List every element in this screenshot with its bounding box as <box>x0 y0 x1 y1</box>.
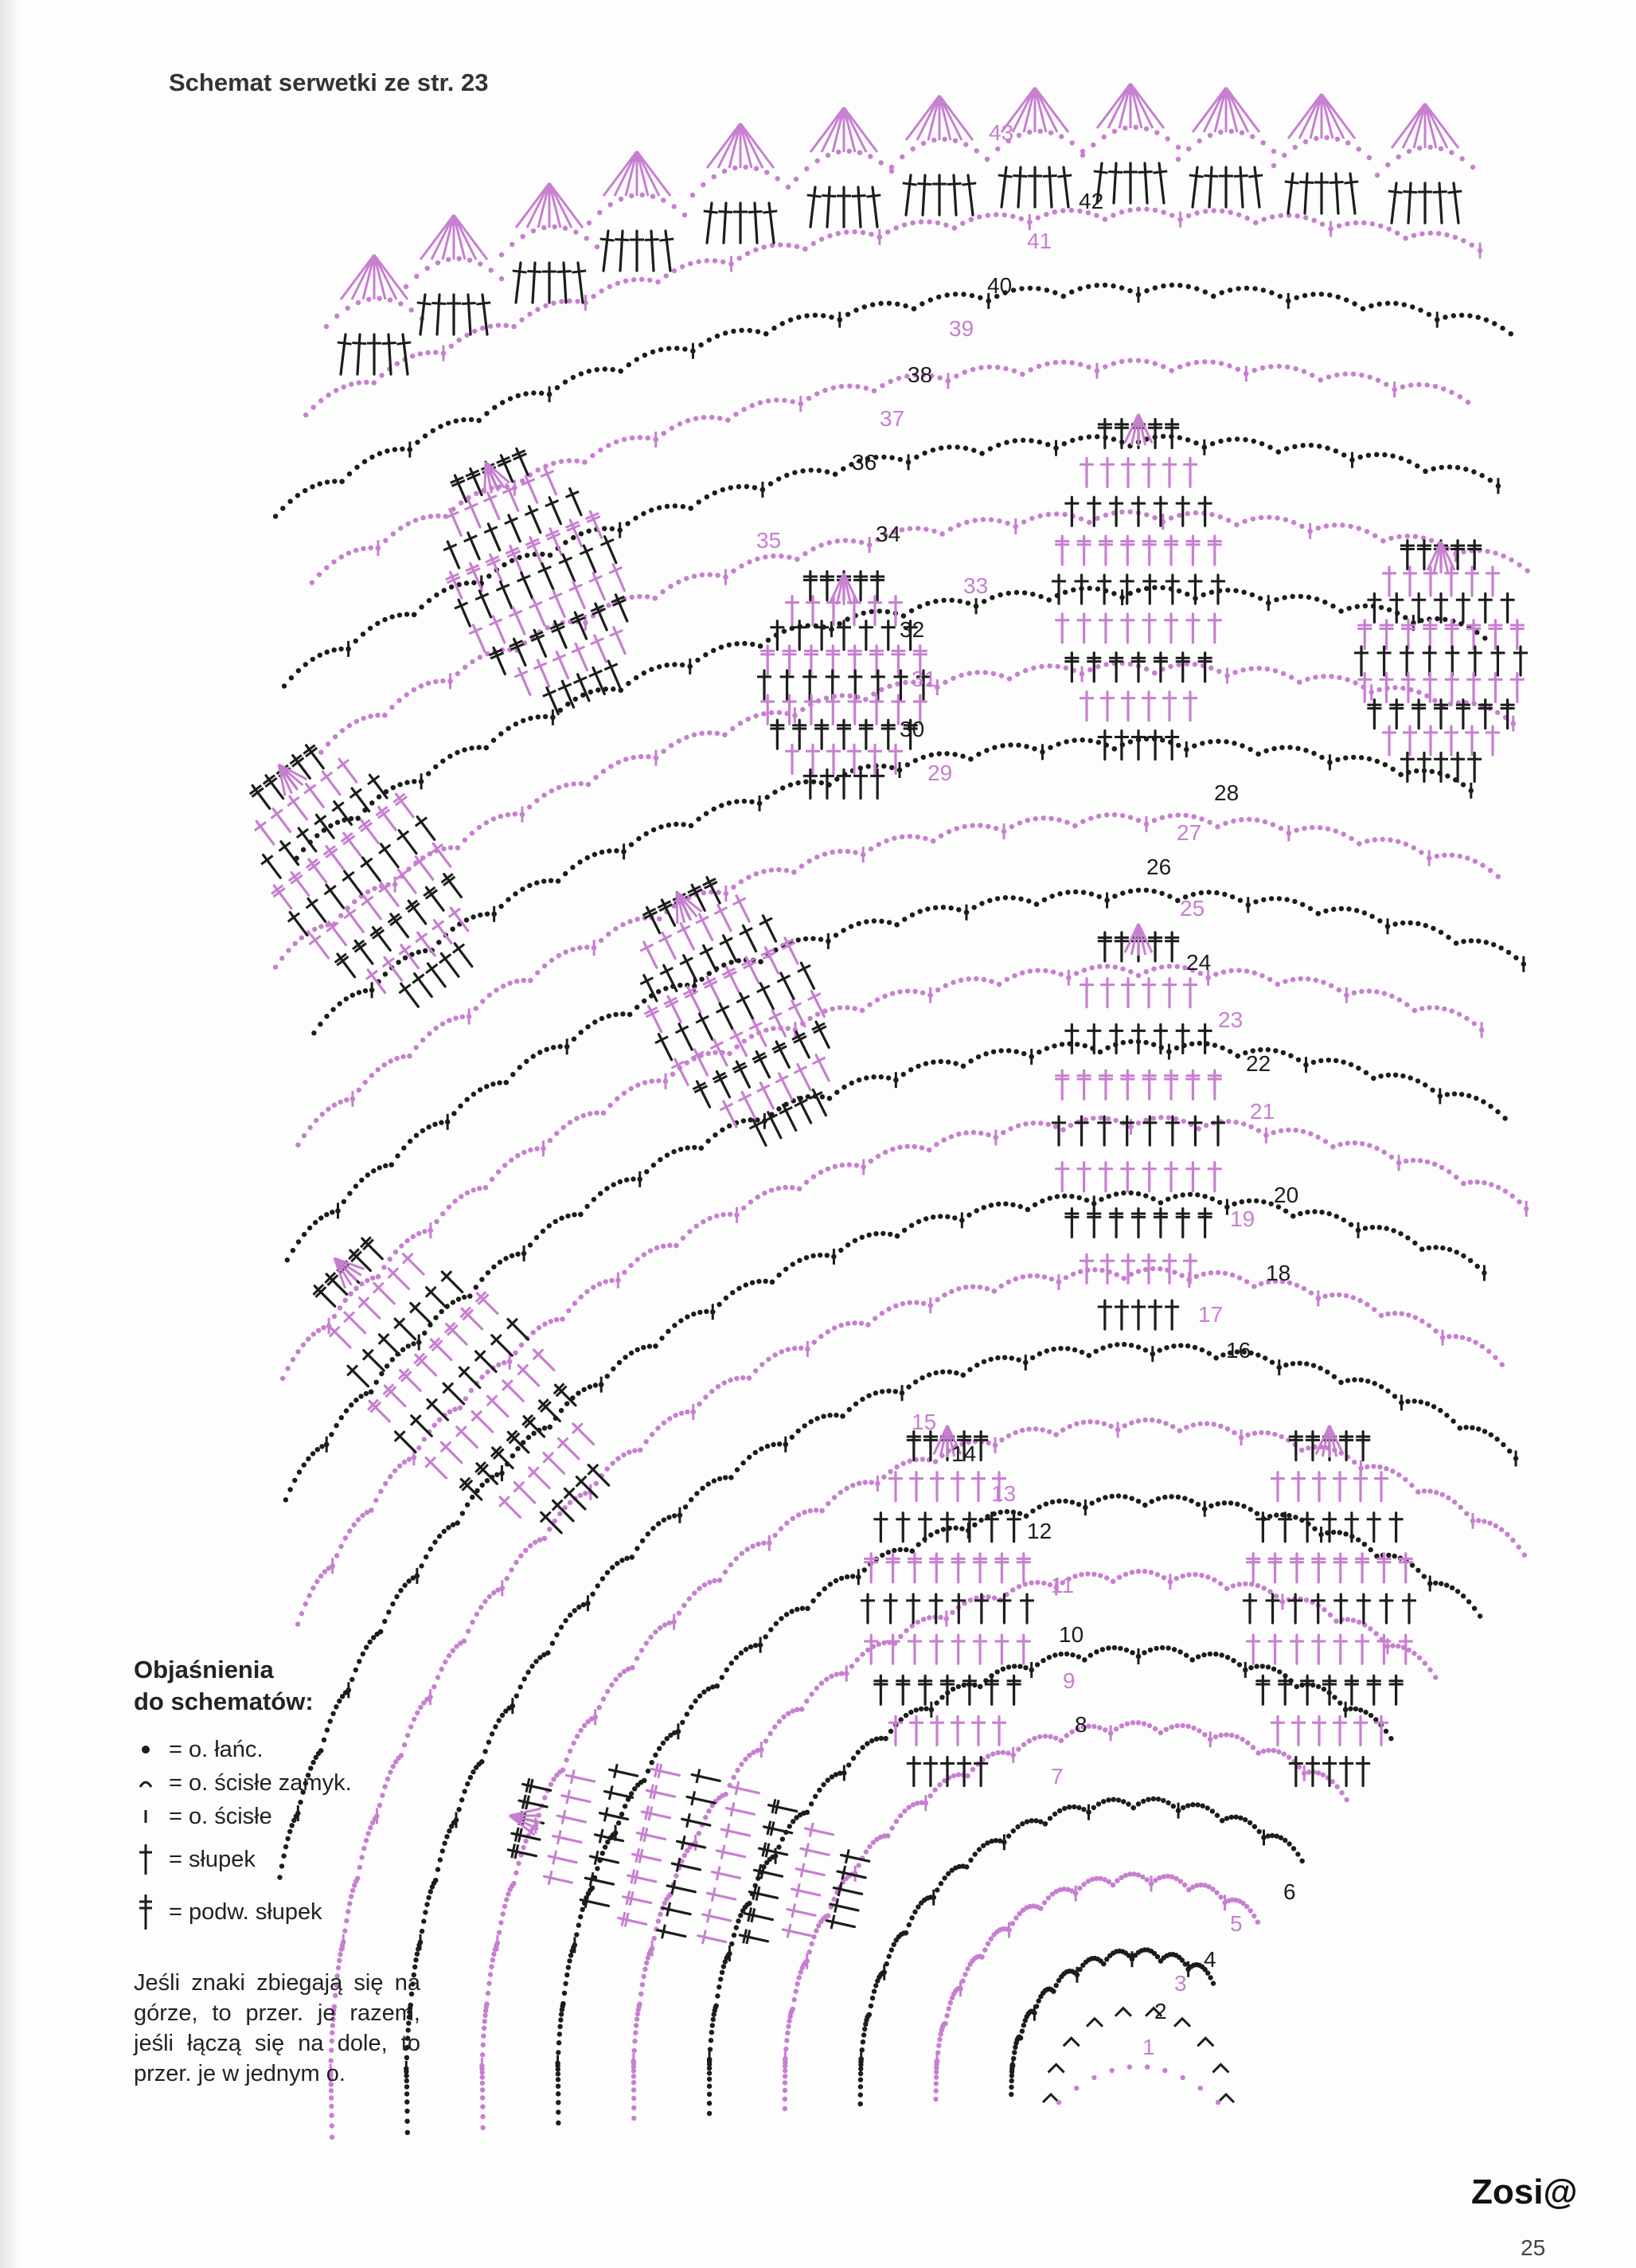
round-number-18: 18 <box>1266 1261 1291 1285</box>
round-number-30: 30 <box>900 717 925 741</box>
round-number-22: 22 <box>1246 1051 1271 1076</box>
legend-label: = słupek <box>169 1846 256 1872</box>
round-number-35: 35 <box>756 528 782 553</box>
round-number-33: 33 <box>963 573 989 598</box>
round-number-40: 40 <box>987 273 1013 298</box>
round-number-labels <box>756 120 1298 2059</box>
round-number-2: 2 <box>1154 1999 1167 2024</box>
round-number-29: 29 <box>927 761 953 785</box>
border-fan-11 <box>1271 94 1372 213</box>
border-fan-4 <box>587 151 687 271</box>
signature: Zosi@ <box>1471 2172 1578 2211</box>
round-number-39: 39 <box>949 316 974 341</box>
round-number-7: 7 <box>1051 1764 1064 1789</box>
pineapple-5 <box>861 1425 1034 1785</box>
round-number-37: 37 <box>880 406 905 431</box>
center-ring <box>1043 2008 1234 2106</box>
round-number-21: 21 <box>1250 1099 1275 1124</box>
round-number-1: 1 <box>1142 2035 1155 2059</box>
legend <box>134 1654 420 2089</box>
legend-item-single-crochet <box>134 1801 420 1832</box>
border-fan-12 <box>1375 104 1475 223</box>
pineapple-7 <box>443 448 627 714</box>
round-number-13: 13 <box>991 1481 1017 1506</box>
pineapple-9 <box>250 745 472 1007</box>
round-number-23: 23 <box>1218 1007 1244 1032</box>
border-fan-7 <box>889 96 990 215</box>
round-number-9: 9 <box>1063 1668 1076 1693</box>
dot-icon <box>134 1744 158 1755</box>
round-number-16: 16 <box>1226 1338 1251 1363</box>
legend-item-double-crochet <box>134 1834 420 1885</box>
round-number-42: 42 <box>1079 189 1104 213</box>
round-number-17: 17 <box>1198 1302 1224 1327</box>
round-number-32: 32 <box>900 617 925 642</box>
round-number-28: 28 <box>1214 780 1240 805</box>
round-number-34: 34 <box>876 522 901 546</box>
border-fan-2 <box>404 215 504 334</box>
round-number-10: 10 <box>1059 1622 1084 1647</box>
double-dagger-icon <box>134 1892 158 1932</box>
round-number-41: 41 <box>1027 229 1052 253</box>
vertical-bar-icon <box>134 1809 158 1824</box>
dagger-icon <box>134 1842 158 1877</box>
legend-item-chain <box>134 1734 420 1766</box>
border-fan-9 <box>1080 84 1181 203</box>
legend-label: = podw. słupek <box>169 1898 322 1925</box>
round-number-5: 5 <box>1230 1911 1243 1936</box>
pineapple-10 <box>313 1237 608 1532</box>
round-number-43: 43 <box>989 120 1014 145</box>
page-title: Schemat serwetki ze str. 23 <box>169 68 489 96</box>
legend-label: = o. łańc. <box>169 1736 264 1762</box>
round-number-11: 11 <box>1051 1573 1075 1597</box>
border-fan-6 <box>794 108 894 227</box>
arc-icon <box>134 1777 158 1789</box>
border-fan-5 <box>690 123 791 243</box>
round-number-26: 26 <box>1146 854 1172 879</box>
border-fan-row <box>324 84 1475 374</box>
round-number-12: 12 <box>1027 1519 1052 1543</box>
legend-label: = o. ścisłe <box>169 1803 272 1829</box>
border-fan-8 <box>985 88 1085 207</box>
legend-title-line2: do schematów: <box>134 1687 314 1715</box>
page-number: 25 <box>1521 2235 1546 2260</box>
round-number-8: 8 <box>1075 1712 1087 1737</box>
border-fan-3 <box>499 183 599 303</box>
round-number-19: 19 <box>1230 1206 1255 1231</box>
border-fan-1 <box>324 255 424 374</box>
round-number-20: 20 <box>1274 1183 1299 1207</box>
round-number-36: 36 <box>852 450 877 475</box>
round-number-31: 31 <box>912 667 937 691</box>
round-number-15: 15 <box>912 1410 937 1434</box>
pineapple-6 <box>1243 1425 1416 1785</box>
chain-arcs <box>273 206 1530 2140</box>
pineapple-11 <box>508 1763 869 1944</box>
round-number-4: 4 <box>1204 1947 1216 1972</box>
legend-note: Jeśli znaki zbiegają się na górze, to przer. je razem, jeśli łączą się na dole, to przer. je w jednym o. <box>134 1970 420 2086</box>
round-number-14: 14 <box>951 1441 977 1466</box>
round-number-27: 27 <box>1177 820 1202 845</box>
pineapple-motifs <box>250 414 1528 1944</box>
round-number-6: 6 <box>1283 1879 1296 1904</box>
round-number-3: 3 <box>1174 1971 1187 1996</box>
pineapple-4 <box>1354 541 1528 782</box>
legend-title-line1: Objaśnienia <box>134 1656 274 1683</box>
pineapple-1 <box>1052 414 1225 760</box>
border-fan-10 <box>1176 88 1276 207</box>
round-number-24: 24 <box>1186 950 1212 975</box>
pineapple-8 <box>640 878 829 1146</box>
round-number-38: 38 <box>908 362 933 387</box>
legend-item-slip-stitch <box>134 1767 420 1799</box>
round-number-25: 25 <box>1180 896 1205 921</box>
legend-label: = o. ścisłe zamyk. <box>169 1769 352 1796</box>
legend-item-treble-crochet <box>134 1887 420 1938</box>
